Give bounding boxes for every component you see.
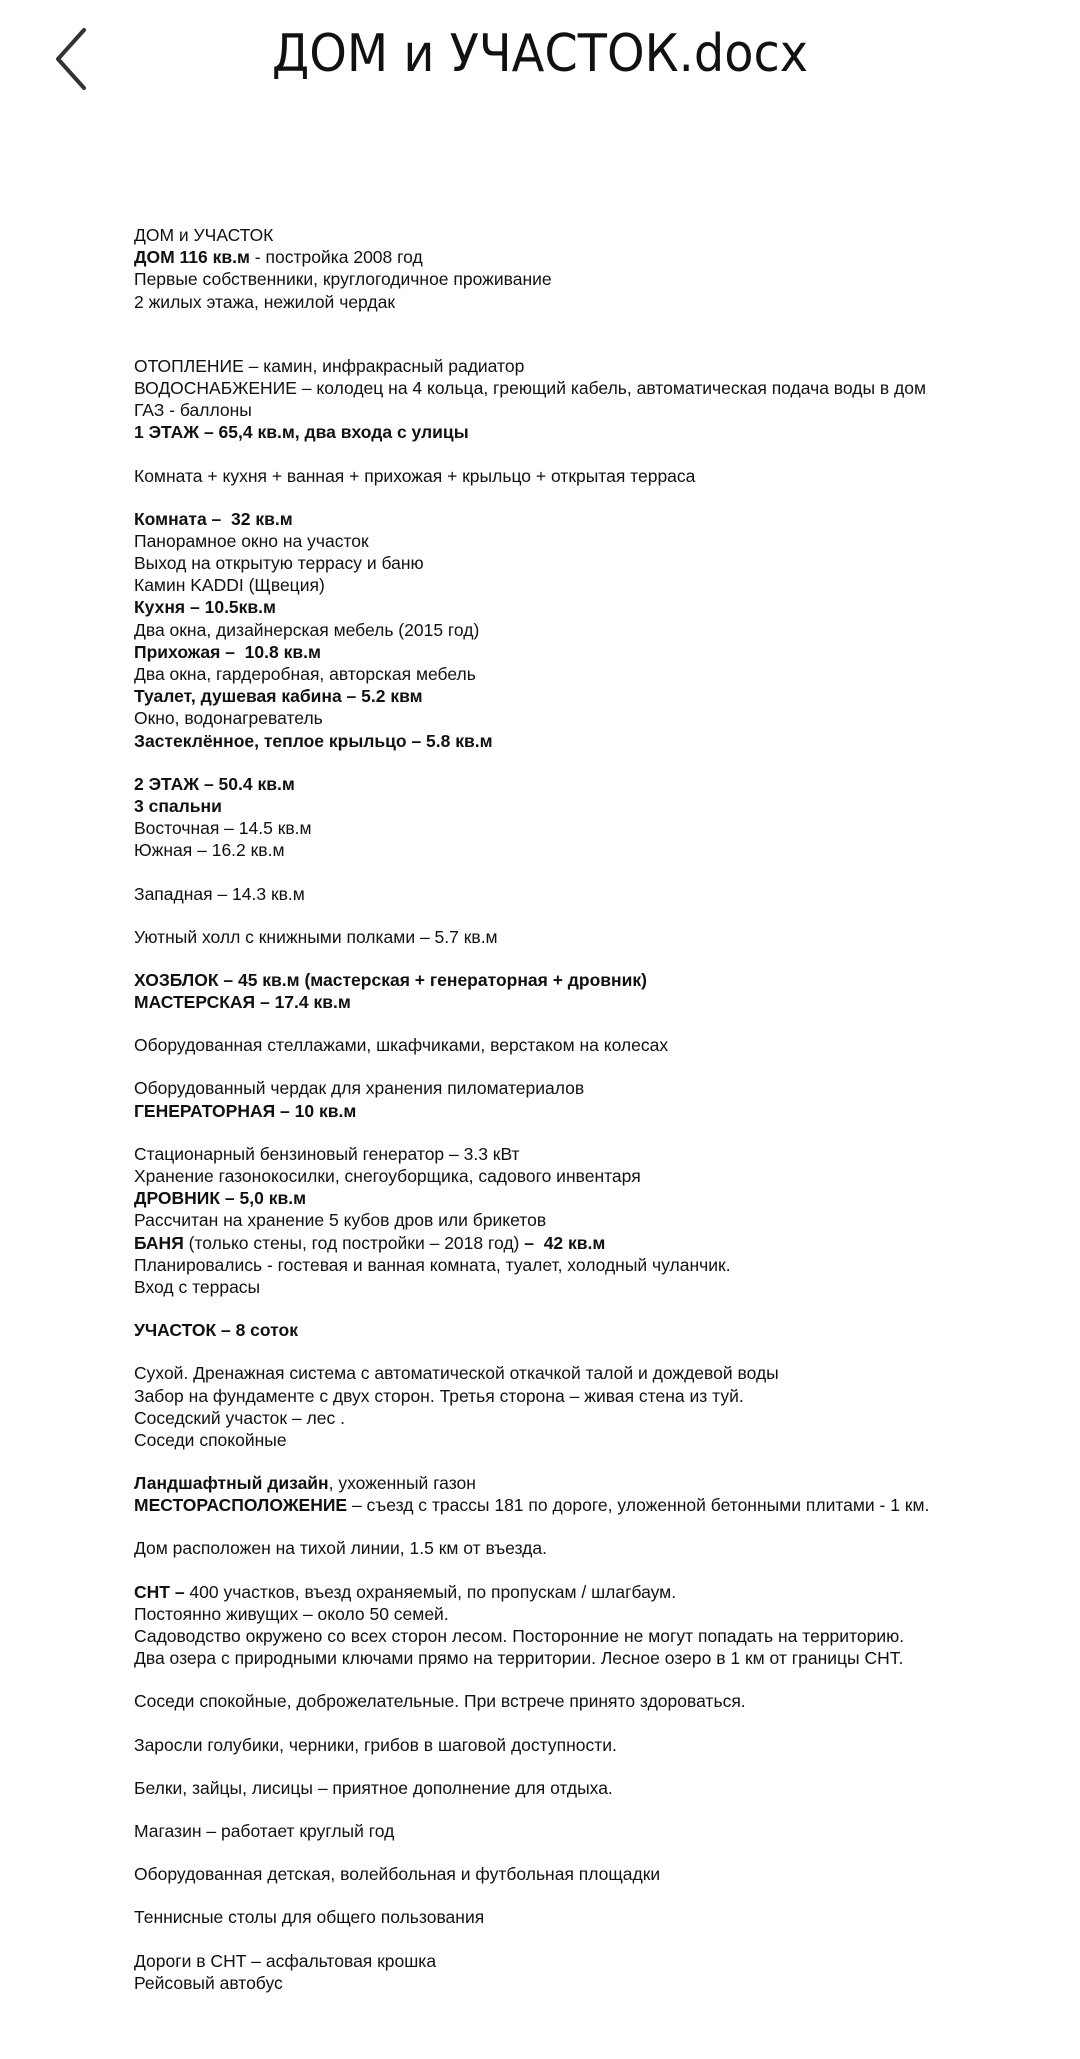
bold-text: 2 ЭТАЖ – 50.4 кв.м [134,773,295,794]
document-line [134,1407,1034,1429]
document-line [134,1034,1034,1056]
document-line [134,574,1034,596]
document-line [134,883,1034,905]
text: ВОДОСНАБЖЕНИЕ – колодец на 4 кольца, греющий кабель, автоматическая подача воды в дом [134,377,927,398]
document-line [134,1863,1034,1885]
text: Рассчитан на хранение 5 кубов дров или брикетов [134,1210,547,1231]
document-line [134,465,1034,487]
document-line [134,1209,1034,1231]
text: Южная – 16.2 кв.м [134,840,285,861]
document-line [134,839,1034,861]
text: Дороги в СНТ – асфальтовая крошка [134,1950,437,1971]
text: – съезд с трассы 181 по дороге, уложенной бетонными плитами - 1 км. [347,1495,930,1516]
bold-text: СНТ – [134,1581,185,1602]
text: Магазин – работает круглый год [134,1820,395,1841]
document-line [134,1734,1034,1756]
blank-line [134,1056,1034,1077]
text: Сухой. Дренажная система с автоматической откачкой талой и дождевой воды [134,1363,779,1384]
text: 2 жилых этажа, нежилой чердак [134,291,395,312]
blank-line [134,313,1034,334]
document-line [134,1972,1034,1994]
document-line [134,1603,1034,1625]
blank-line [134,752,1034,773]
bold-text: 3 спальни [134,795,222,816]
text: Заросли голубики, черники, грибов в шаговой доступности. [134,1734,617,1755]
blank-line [134,1885,1034,1906]
bold-text: УЧАСТОК – 8 соток [134,1320,298,1341]
document-line [134,355,1034,377]
text: Оборудованный чердак для хранения пиломатериалов [134,1078,585,1099]
document-line [134,246,1034,268]
document-line [134,1077,1034,1099]
text: Выход на открытую террасу и баню [134,553,424,574]
document-line [134,663,1034,685]
blank-line [134,1122,1034,1143]
document-line [134,1537,1034,1559]
document-line [134,596,1034,618]
top-bar [0,0,1080,120]
blank-line [134,444,1034,465]
blank-line [134,905,1034,926]
text: ГАЗ - баллоны [134,400,252,421]
blank-line [134,487,1034,508]
blank-line [134,1713,1034,1734]
text: Забор на фундаменте с двух сторон. Третья сторона – живая стена из туй. [134,1385,744,1406]
document-title: ДОМ и УЧАСТОК.docx [271,24,809,84]
bold-text: МЕСТОРАСПОЛОЖЕНИЕ [134,1495,348,1516]
blank-line [134,862,1034,883]
blank-line [134,1756,1034,1777]
text: Белки, зайцы, лисицы – приятное дополнение для отдыха. [134,1777,613,1798]
text: Комната + кухня + ванная + прихожая + крыльцо + открытая терраса [134,465,696,486]
bold-text: Застеклённое, теплое крыльцо – 5.8 кв.м [134,730,493,751]
bold-text: 1 ЭТАЖ – 65,4 кв.м, два входа с улицы [134,422,469,443]
text: Соседский участок – лес . [134,1407,345,1428]
document-line [134,795,1034,817]
text: Первые собственники, круглогодичное проживание [134,269,552,290]
document-line [134,552,1034,574]
text: Планировались - гостевая и ванная комната, туалет, холодный чуланчик. [134,1254,731,1275]
bold-text: Прихожая – 10.8 кв.м [134,641,321,662]
blank-line [134,948,1034,969]
text: ДОМ и УЧАСТОК [134,225,274,245]
text: Окно, водонагреватель [134,708,323,729]
document-line [134,1100,1034,1122]
text: - постройка 2008 год [249,247,423,268]
document-line [134,926,1034,948]
text: 400 участков, въезд охраняемый, по пропускам / шлагбаум. [184,1581,677,1602]
text: Камин KADDI (Щвеция) [134,575,325,596]
document-line [134,1581,1034,1603]
document-line [134,421,1034,443]
blank-line [134,1451,1034,1472]
blank-line [134,1013,1034,1034]
text: Соседи спокойные [134,1429,287,1450]
document-line [134,991,1034,1013]
blank-line [134,1516,1034,1537]
text: Садоводство окружено со всех сторон лесом. Посторонние не могут попадать на территорию. [134,1626,905,1646]
bold-text: ДРОВНИК – 5,0 кв.м [134,1188,307,1209]
document-line [134,1625,1034,1647]
bold-text: ХОЗБЛОК – 45 кв.м (мастерская + генераторная + дровник) [134,969,647,990]
blank-line [134,1799,1034,1820]
blank-line [134,1341,1034,1362]
text: ОТОПЛЕНИЕ – камин, инфракрасный радиатор [134,355,525,376]
bold-text: БАНЯ [134,1232,184,1253]
document-line [134,1429,1034,1451]
bold-text: МАСТЕРСКАЯ – 17.4 кв.м [134,992,351,1013]
text: Два окна, гардеробная, авторская мебель [134,664,476,684]
document-line [134,1494,1034,1516]
document-line [134,399,1034,421]
text: Соседи спокойные, доброжелательные. При встрече принято здороваться. [134,1691,746,1712]
document-line [134,1165,1034,1187]
text: Оборудованная детская, волейбольная и футбольная площадки [134,1864,661,1885]
document-line [134,291,1034,313]
text: Оборудованная стеллажами, шкафчиками, верстаком на колесах [134,1035,669,1056]
blank-line [134,1298,1034,1319]
document-line [134,773,1034,795]
text: Хранение газонокосилки, снегоуборщика, садового инвентаря [134,1166,641,1186]
document-line [134,224,1034,246]
document-line [134,377,1034,399]
text: Постоянно живущих – около 50 семей. [134,1603,449,1624]
document-line [134,268,1034,290]
document-line [134,685,1034,707]
text: (только стены, год постройки – 2018 год) [183,1232,525,1253]
bold-text: Кухня – 10.5кв.м [134,597,276,618]
document-line [134,1690,1034,1712]
document-line [134,1362,1034,1384]
text: Два окна, дизайнерская мебель (2015 год) [134,619,480,640]
bold-text: Комната – 32 кв.м [134,508,293,529]
document-line [134,707,1034,729]
document-line [134,1906,1034,1928]
blank-line [134,1842,1034,1863]
document-line [134,730,1034,752]
document-line [134,1254,1034,1276]
text: Западная – 14.3 кв.м [134,883,305,904]
document-line [134,508,1034,530]
bold-text: Ландшафтный дизайн [134,1473,329,1494]
document-line [134,1777,1034,1799]
text: Рейсовый автобус [134,1972,283,1993]
document-body[interactable] [134,224,1034,1994]
blank-line [134,1929,1034,1950]
document-line [134,969,1034,991]
document-line [134,641,1034,663]
text: Теннисные столы для общего пользования [134,1907,485,1928]
document-line [134,530,1034,552]
bold-text: ДОМ 116 кв.м [134,247,250,268]
text: Стационарный бензиновый генератор – 3.3 кВт [134,1143,520,1164]
document-line [134,1319,1034,1341]
text: Вход с террасы [134,1276,261,1297]
blank-line [134,1669,1034,1690]
text: Панорамное окно на участок [134,530,369,551]
blank-line [134,334,1034,355]
bold-text: – 42 кв.м [524,1232,606,1253]
document-line [134,619,1034,641]
text: Дом расположен на тихой линии, 1.5 км от въезда. [134,1538,547,1559]
document-line [134,1143,1034,1165]
text: Два озера с природными ключами прямо на территории. Лесное озеро в 1 км от границы СНТ. [134,1648,904,1669]
document-line [134,1647,1034,1669]
document-line [134,817,1034,839]
document-line [134,1385,1034,1407]
text: Восточная – 14.5 кв.м [134,818,312,839]
document-line [134,1187,1034,1209]
text: Уютный холл с книжными полками – 5.7 кв.м [134,926,498,947]
bold-text: ГЕНЕРАТОРНАЯ – 10 кв.м [134,1100,357,1121]
blank-line [134,1560,1034,1581]
document-line [134,1950,1034,1972]
document-line [134,1820,1034,1842]
text: , ухоженный газон [328,1473,476,1494]
document-line [134,1232,1034,1254]
document-line [134,1276,1034,1298]
bold-text: Туалет, душевая кабина – 5.2 квм [134,686,423,707]
document-line [134,1472,1034,1494]
